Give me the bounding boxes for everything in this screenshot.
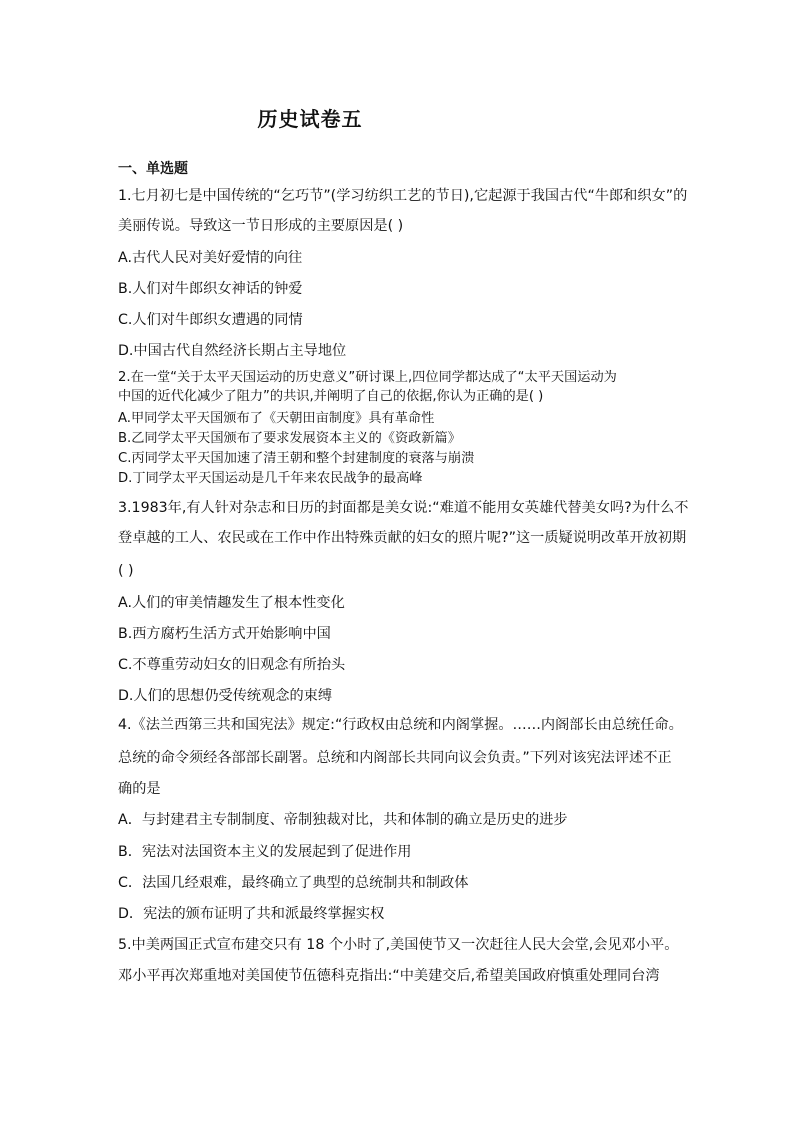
question-3-option-c: C.不尊重劳动妇女的旧观念有所抬头 [118,657,346,673]
question-4-option-c: C．法国几经艰难，最终确立了典型的总统制共和制政体 [118,875,469,891]
question-4-option-b: B．宪法对法国资本主义的发展起到了促进作用 [118,844,412,860]
question-1-option-a: A.古代人民对美好爱情的向往 [118,250,303,266]
question-4-option-d: D．宪法的颁布证明了共和派最终掌握实权 [118,906,385,922]
question-3-option-b: B.西方腐朽生活方式开始影响中国 [118,626,331,642]
page-title: 历史试卷五 [257,107,363,131]
question-1-option-b: B.人们对牛郎织女神话的钟爱 [118,281,303,297]
question-3-option-a: A.人们的审美情趣发生了根本性变化 [118,595,345,611]
question-4-stem-line-3: 确的是 [118,781,161,797]
question-1-option-d: D.中国古代自然经济长期占主导地位 [118,343,347,359]
question-2-stem-line-2: 中国的近代化减少了阻力”的共识,并阐明了自己的依据,你认为正确的是( ) [118,389,544,404]
question-3-option-d: D.人们的思想仍受传统观念的束缚 [118,688,333,704]
question-3-stem-line-2: 登卓越的工人、农民或在工作中作出特殊贡献的妇女的照片呢?”这一质疑说明改革开放初期 [118,530,687,546]
question-4-stem-line-1: 4.《法兰西第三共和国宪法》规定:“行政权由总统和内阁掌握。……内阁部长由总统任命。 [118,717,683,733]
question-2-option-d: D.丁同学太平天国运动是几千年来农民战争的最高峰 [118,471,423,486]
question-1-option-c: C.人们对牛郎织女遭遇的同情 [118,312,303,328]
question-4-stem-line-2: 总统的命令须经各部部长副署。总统和内阁部长共同向议会负责。”下列对该宪法评述不正 [118,750,672,766]
question-2-stem-line-1: 2.在一堂“关于太平天国运动的历史意义”研讨课上,四位同学都达成了“太平天国运动为 [118,370,617,385]
question-1-stem-line-1: 1.七月初七是中国传统的“乞巧节”(学习纺织工艺的节日),它起源于我国古代“牛郎和织女”的 [118,188,688,204]
question-2-option-a: A.甲同学太平天国颁布了《天朝田亩制度》具有革命性 [118,411,435,426]
question-2-option-b: B.乙同学太平天国颁布了要求发展资本主义的《资政新篇》 [118,431,461,446]
question-2-option-c: C.丙同学太平天国加速了清王朝和整个封建制度的衰落与崩溃 [118,451,475,466]
question-4-option-a: A．与封建君主专制制度、帝制独裁对比，共和体制的确立是历史的进步 [118,812,568,828]
section-heading: 一、单选题 [118,161,188,177]
question-5-stem-line-1: 5.中美两国正式宣布建交只有 18 个小时了,美国使节又一次赶往人民大会堂,会见邓小平。 [118,937,679,953]
question-3-stem-line-3: ( ) [118,563,134,579]
question-5-stem-line-2: 邓小平再次郑重地对美国使节伍德科克指出:“中美建交后,希望美国政府慎重处理同台湾 [118,968,660,984]
question-3-stem-line-1: 3.1983年,有人针对杂志和日历的封面都是美女说:“难道不能用女英雄代替美女吗?为什么不 [118,500,689,516]
question-1-stem-line-2: 美丽传说。导致这一节日形成的主要原因是( ) [118,218,404,234]
